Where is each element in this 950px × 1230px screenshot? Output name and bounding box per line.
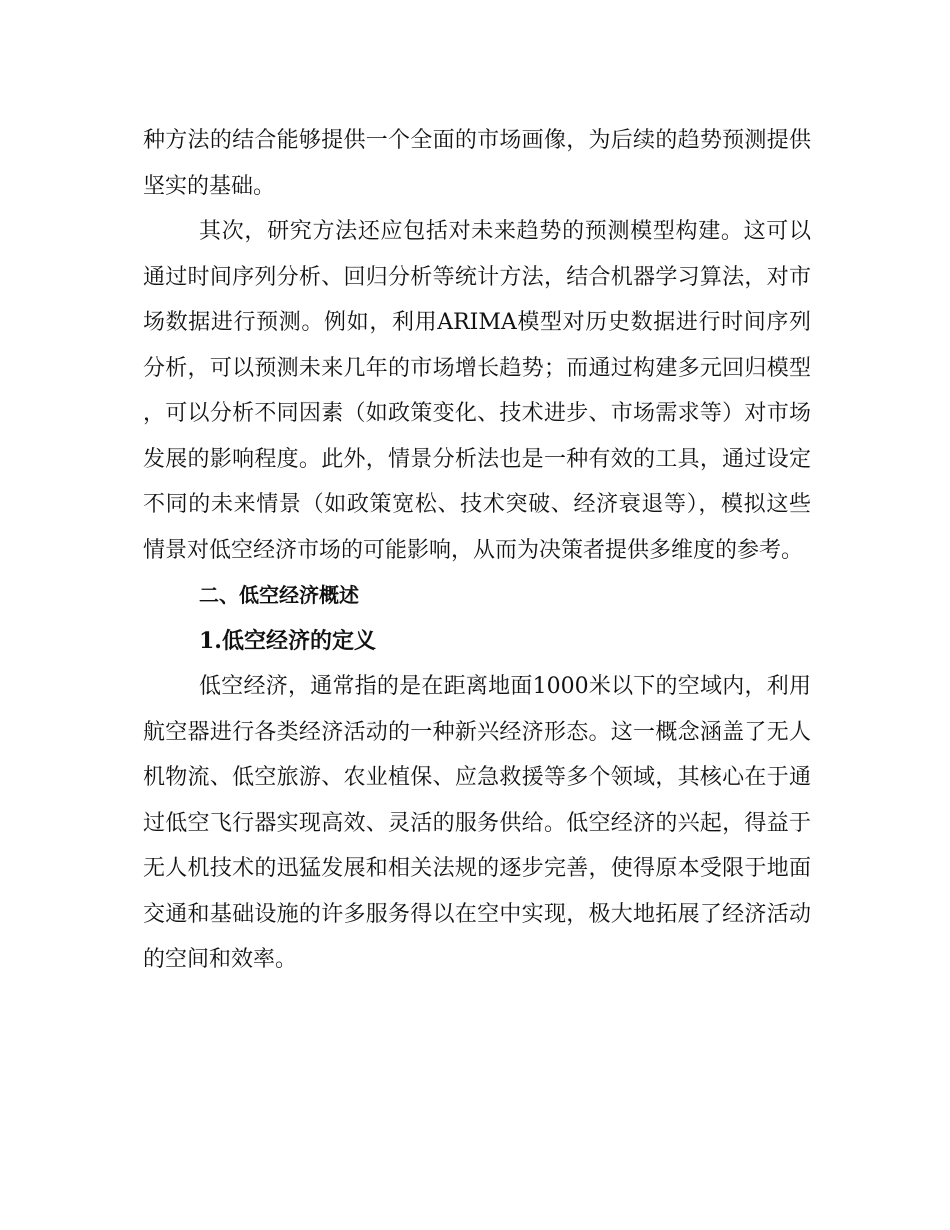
document-body xyxy=(143,118,811,983)
subsection-heading: 1.低空经济的定义 xyxy=(199,627,376,654)
section-heading: 二、低空经济概述 xyxy=(199,583,359,607)
paragraph-definition: 低空经济，通常指的是在距离地面1000米以下的空域内，利用航空器进行各类经济活动的一种新兴经济形态。这一概念涵盖了无人机物流、低空旅游、农业植保、应急救援等多个领域，其核心在于通过低空飞行器实现高效、灵活的服务供给。低空经济的兴起，得益于无人机技术的迅猛发展和相关法规的逐步完善，使得原本受限于地面交通和基础设施的许多服务得以在空中实现，极大地拓展了经济活动的空间和效率。 xyxy=(143,674,811,972)
paragraph-research-methods: 其次，研究方法还应包括对未来趋势的预测模型构建。这可以通过时间序列分析、回归分析等统计方法，结合机器学习算法，对市场数据进行预测。例如，利用ARIMA模型对历史数据进行时间序列分析，可以预测未来几年的市场增长趋势；而通过构建多元回归模型，可以分析不同因素（如政策变化、技术进步、市场需求等）对市场发展的影响程度。此外，情景分析法也是一种有效的工具，通过设定不同的未来情景（如政策宽松、技术突破、经济衰退等），模拟这些情景对低空经济市场的可能影响，从而为决策者提供多维度的参考。 xyxy=(143,219,811,563)
paragraph-continued: 种方法的结合能够提供一个全面的市场画像，为后续的趋势预测提供坚实的基础。 xyxy=(143,128,811,199)
